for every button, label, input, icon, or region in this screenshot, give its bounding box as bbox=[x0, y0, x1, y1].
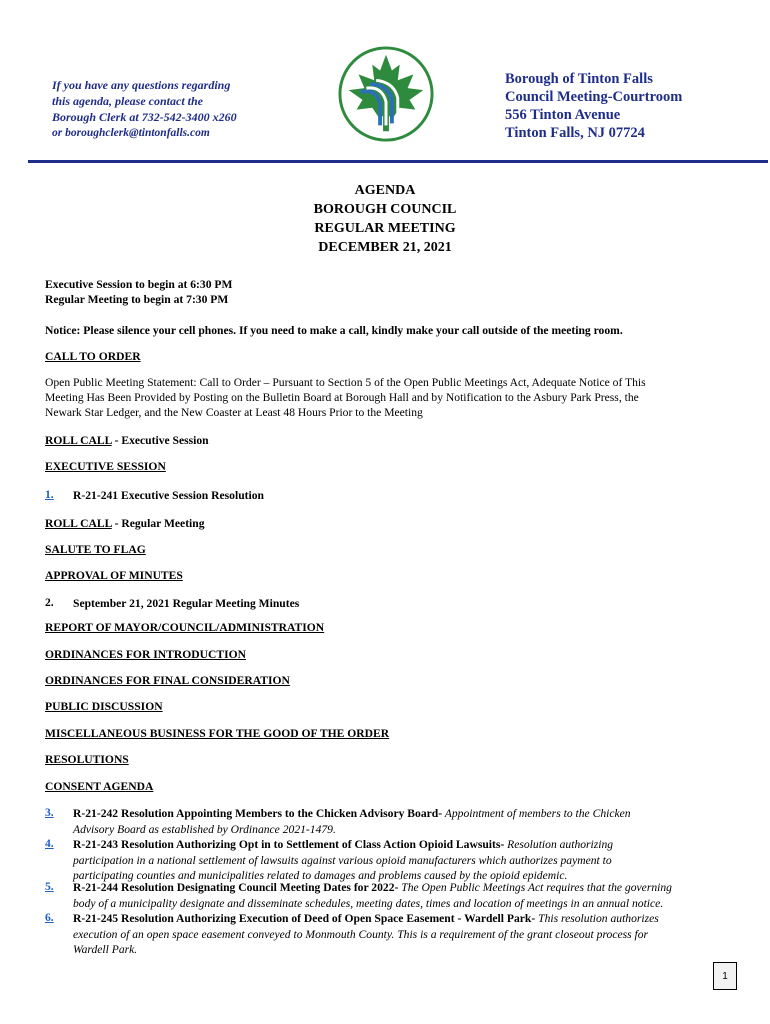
resolution-description: Appointment of members to the Chicken bbox=[442, 807, 631, 820]
borough-address bbox=[505, 70, 755, 142]
item-number-link[interactable]: 5. bbox=[45, 880, 54, 893]
consent-item bbox=[73, 806, 733, 837]
resolution-description: The Open Public Meetings Act requires that the governing bbox=[398, 881, 672, 894]
contact-email: or boroughclerk@tintonfalls.com bbox=[52, 127, 210, 139]
call-to-order-heading: CALL TO ORDER bbox=[45, 350, 141, 363]
consent-item bbox=[73, 837, 733, 884]
resolution-description: Advisory Board as established by Ordinance 2021-1479. bbox=[73, 822, 336, 836]
roll-call-suffix: - Regular Meeting bbox=[111, 517, 205, 530]
open-public-meeting-statement bbox=[45, 376, 745, 420]
title-line: AGENDA bbox=[354, 183, 416, 198]
title-line: DECEMBER 21, 2021 bbox=[318, 240, 452, 255]
approval-of-minutes-heading: APPROVAL OF MINUTES bbox=[45, 569, 183, 582]
resolution-title: R-21-245 Resolution Authorizing Execution of Deed of Open Space Easement - Wardell Park- bbox=[73, 912, 536, 925]
resolution-description: This resolution authorizes bbox=[535, 912, 659, 925]
resolution-description: body of a municipality designate and disseminate schedules, meeting dates, times and location of meetings in an annual notice. bbox=[73, 896, 664, 910]
agenda-title bbox=[0, 181, 770, 257]
roll-call-suffix: - Executive Session bbox=[111, 434, 209, 447]
roll-call-executive bbox=[45, 434, 745, 447]
address-line: Borough of Tinton Falls bbox=[505, 71, 653, 87]
item-number: 2. bbox=[45, 596, 54, 609]
section-heading-ordinances-intro: ORDINANCES FOR INTRODUCTION bbox=[45, 648, 246, 661]
resolution-title: R-21-243 Resolution Authorizing Opt in to Settlement of Class Action Opioid Lawsuits- bbox=[73, 838, 505, 851]
item-number-link[interactable]: 1. bbox=[45, 488, 54, 501]
resolution-description: Wardell Park. bbox=[73, 943, 138, 956]
title-line: REGULAR MEETING bbox=[314, 221, 456, 236]
resolution-description: participating counties and municipalities related to damages and problems caused by the opioid epidemic. bbox=[73, 869, 568, 882]
regular-meeting-time: Regular Meeting to begin at 7:30 PM bbox=[45, 293, 229, 306]
resolution-title: R-21-244 Resolution Designating Council Meeting Dates for 2022- bbox=[73, 881, 399, 894]
item-number-link[interactable]: 6. bbox=[45, 911, 54, 924]
statement-line: Meeting Has Been Provided by Posting on the Bulletin Board at Borough Hall and by Notification to the Asbury Park Press, the bbox=[45, 390, 639, 404]
statement-line: Newark Star Ledger, and the New Coaster at Least 48 Hours Prior to the Meeting bbox=[45, 405, 423, 419]
contact-line: this agenda, please contact the bbox=[52, 94, 203, 108]
roll-call-heading: ROLL CALL bbox=[45, 517, 112, 530]
consent-item bbox=[73, 911, 733, 958]
resolution-title: R-21-242 Resolution Appointing Members to the Chicken Advisory Board- bbox=[73, 807, 443, 820]
page-number: 1 bbox=[713, 962, 737, 990]
clerk-contact-note bbox=[52, 77, 302, 141]
section-heading-ordinances-final: ORDINANCES FOR FINAL CONSIDERATION bbox=[45, 674, 290, 687]
address-line: Council Meeting-Courtroom bbox=[505, 89, 683, 105]
item-number-link[interactable]: 3. bbox=[45, 806, 54, 819]
title-line: BOROUGH COUNCIL bbox=[313, 202, 457, 217]
resolution-description: execution of an open space easement conveyed to Monmouth County. This is a requirement of the grant closeout process for bbox=[73, 927, 649, 941]
meeting-schedule bbox=[45, 277, 745, 307]
executive-session-heading: EXECUTIVE SESSION bbox=[45, 460, 166, 473]
agenda-item-text: R-21-241 Executive Session Resolution bbox=[73, 489, 264, 502]
address-line: Tinton Falls, NJ 07724 bbox=[505, 125, 645, 141]
section-heading-public-discussion: PUBLIC DISCUSSION bbox=[45, 700, 163, 713]
statement-line: Open Public Meeting Statement: Call to Order – Pursuant to Section 5 of the Open Public Meetings Act, Adequate Notice of This bbox=[45, 376, 646, 389]
item-number-link[interactable]: 4. bbox=[45, 837, 54, 850]
resolution-description: participation in a national settlement of lawsuits against various opioid manufacturers which authorizes payment to bbox=[73, 853, 612, 867]
section-heading-consent-agenda: CONSENT AGENDA bbox=[45, 780, 154, 793]
resolution-description: Resolution authorizing bbox=[504, 838, 614, 851]
maple-leaf-river-logo-icon bbox=[337, 45, 435, 143]
salute-to-flag-heading: SALUTE TO FLAG bbox=[45, 543, 146, 556]
consent-item bbox=[73, 880, 733, 911]
section-heading-misc-business: MISCELLANEOUS BUSINESS FOR THE GOOD OF THE ORDER bbox=[45, 727, 390, 740]
roll-call-heading: ROLL CALL bbox=[45, 434, 112, 447]
roll-call-regular bbox=[45, 517, 745, 530]
contact-line: Borough Clerk at 732-542-3400 x260 bbox=[52, 110, 237, 124]
cell-phone-notice: Notice: Please silence your cell phones. If you need to make a call, kindly make your call outside of the meeting room. bbox=[45, 324, 623, 337]
section-heading-resolutions: RESOLUTIONS bbox=[45, 753, 129, 766]
contact-line: If you have any questions regarding bbox=[52, 78, 231, 92]
agenda-item-text: September 21, 2021 Regular Meeting Minutes bbox=[73, 597, 300, 610]
section-heading-report: REPORT OF MAYOR/COUNCIL/ADMINISTRATION bbox=[45, 621, 325, 634]
header-divider bbox=[28, 160, 768, 163]
address-line: 556 Tinton Avenue bbox=[505, 107, 621, 123]
executive-session-time: Executive Session to begin at 6:30 PM bbox=[45, 278, 233, 291]
